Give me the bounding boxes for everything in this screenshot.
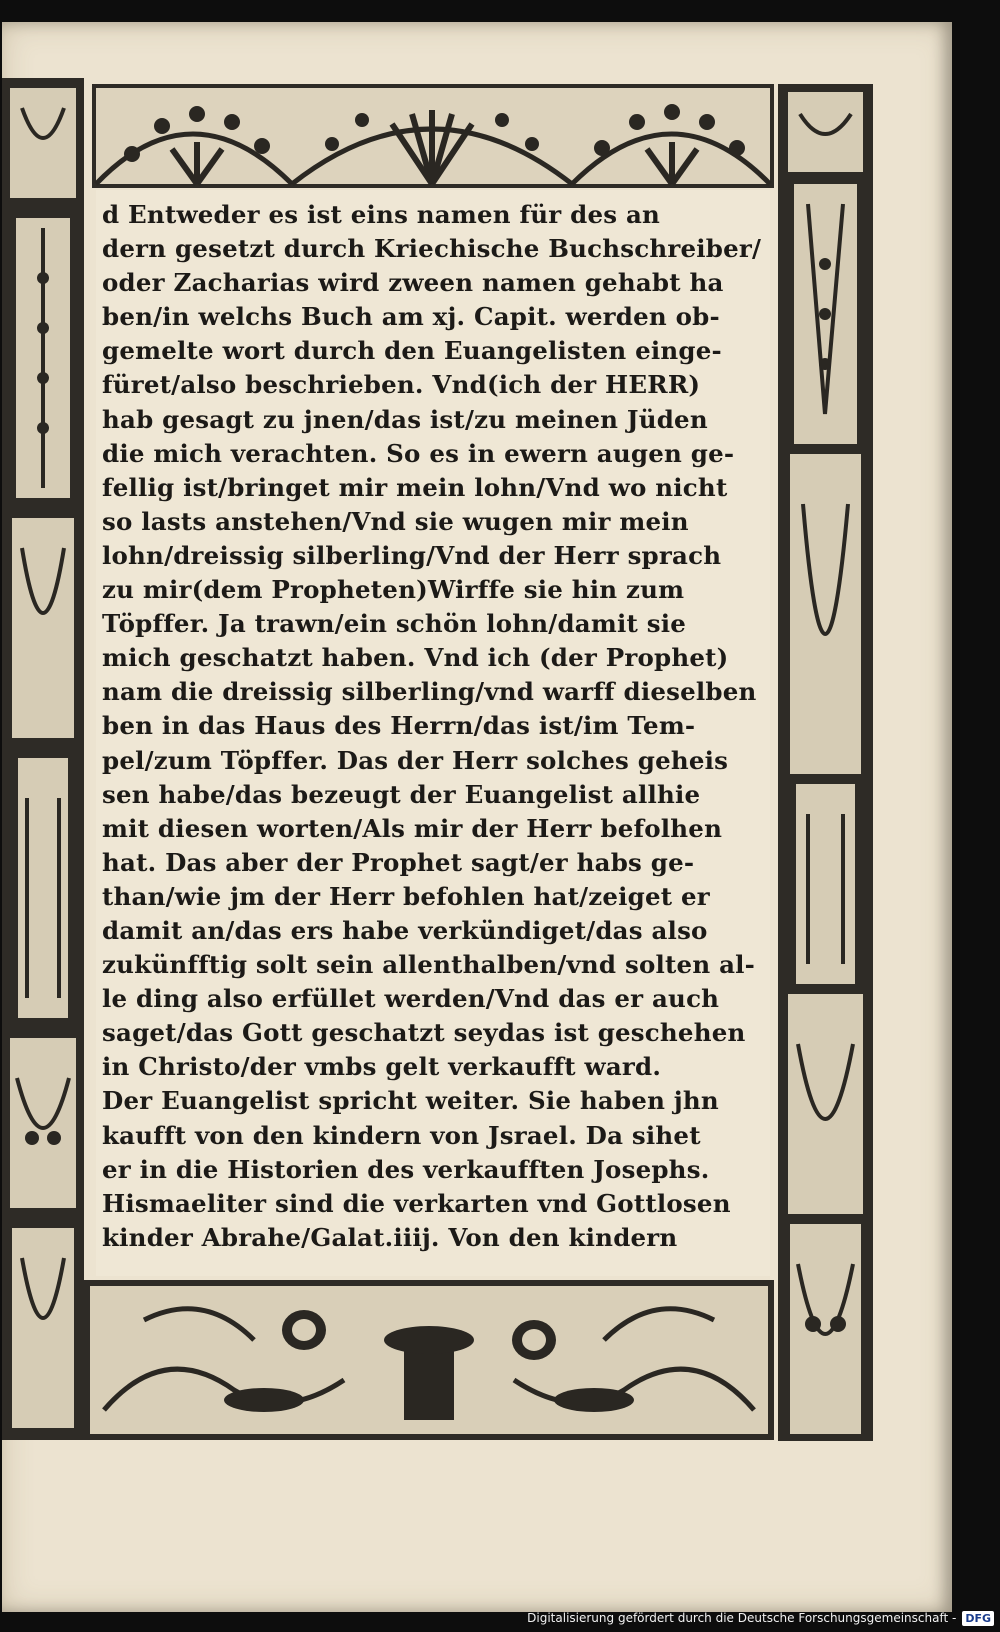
text-line: lohn/dreissig silberling/Vnd der Herr sprach [102, 540, 722, 570]
text-line: than/wie jm der Herr befohlen hat/zeiget er [102, 881, 710, 911]
footer-text: Digitalisierung gefördert durch die Deutsche Forschungsgemeinschaft - [527, 1611, 957, 1625]
woodcut-top-border [92, 84, 774, 188]
footer-credit [527, 1608, 994, 1628]
text-line: oder Zacharias wird zween namen gehabt ha [102, 268, 724, 298]
text-line: saget/das Gott geschatzt seydas ist geschehen [102, 1018, 746, 1048]
text-line: die mich verachten. So es in ewern augen ge- [102, 438, 735, 468]
woodcut-left-column [2, 78, 84, 1440]
text-line: kaufft von den kindern von Jsrael. Da sihet [102, 1120, 701, 1150]
text-line: kinder Abrahe/Galat.iiij. Von den kindern [102, 1222, 678, 1252]
dfg-logo: DFG [962, 1611, 994, 1626]
book-page [2, 22, 952, 1612]
text-line: sen habe/das bezeugt der Euangelist allhie [102, 779, 701, 809]
text-line: gemelte wort durch den Euangelisten einge- [102, 336, 722, 366]
text-line: Hismaeliter sind die verkarten vnd Gottlosen [102, 1188, 731, 1218]
text-line: so lasts anstehen/Vnd sie wugen mir mein [102, 506, 689, 536]
text-line: hab gesagt zu jnen/das ist/zu meinen Jüden [102, 404, 708, 434]
text-line: ben in das Haus des Herrn/das ist/im Tem- [102, 711, 696, 741]
text-line: d Entweder es ist eins namen für des an [102, 200, 661, 229]
text-block [102, 198, 762, 1255]
text-line: zukünfftig solt sein allenthalben/vnd solten al- [102, 950, 756, 980]
text-line: Der Euangelist spricht weiter. Sie haben jhn [102, 1086, 719, 1116]
text-line: hat. Das aber der Prophet sagt/er habs ge- [102, 847, 695, 877]
text-line: zu mir(dem Propheten)Wirffe sie hin zum [102, 575, 685, 605]
text-line: füret/also beschrieben. Vnd(ich der HERR) [102, 370, 701, 400]
woodcut-right-column [778, 84, 873, 1441]
woodcut-bottom-border [84, 1280, 774, 1440]
text-line: ben/in welchs Buch am xj. Capit. werden ob- [102, 302, 720, 332]
text-line: mich geschatzt haben. Vnd ich (der Prophet) [102, 643, 729, 673]
text-line: le ding also erfüllet werden/Vnd das er auch [102, 984, 720, 1014]
text-line: mit diesen worten/Als mir der Herr befolhen [102, 813, 723, 843]
text-line: nam die dreissig silberling/vnd warff dieselben [102, 677, 757, 707]
text-line: Töpffer. Ja trawn/ein schön lohn/damit sie [102, 609, 687, 639]
text-line: damit an/das ers habe verkündiget/das also [102, 915, 708, 945]
text-line: er in die Historien des verkaufften Josephs. [102, 1154, 710, 1184]
text-line: dern gesetzt durch Kriechische Buchschreiber/ [102, 234, 762, 264]
text-line: pel/zum Töpffer. Das der Herr solches geheis [102, 745, 729, 775]
text-line: fellig ist/bringet mir mein lohn/Vnd wo nicht [102, 472, 728, 502]
text-line: in Christo/der vmbs gelt verkaufft ward. [102, 1052, 662, 1082]
